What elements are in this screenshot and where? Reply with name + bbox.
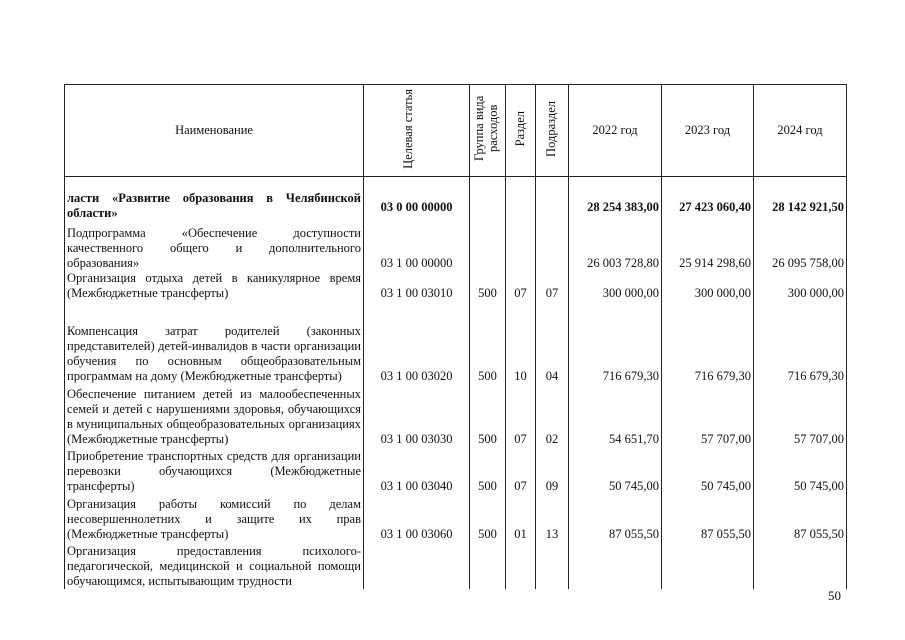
- row-section: 07: [506, 384, 536, 447]
- col-header-2023: 2023 год: [662, 85, 754, 177]
- row-name: ласти «Развитие образования в Челябинской области»: [65, 177, 364, 221]
- row-group: [470, 542, 506, 589]
- row-value-2022: 28 254 383,00: [569, 177, 662, 221]
- row-group: [470, 177, 506, 221]
- row-group: 500: [470, 301, 506, 384]
- col-header-subsection: Подраздел: [536, 85, 569, 177]
- row-name: Организация отдыха детей в каникулярное время (Межбюджетные трансферты): [65, 271, 364, 301]
- row-subsection: 07: [536, 271, 569, 301]
- row-section: 01: [506, 494, 536, 542]
- table-row: [65, 301, 847, 384]
- row-value-2022: 716 679,30: [569, 301, 662, 384]
- row-subsection: 13: [536, 494, 569, 542]
- row-section: [506, 221, 536, 271]
- col-header-section: Раздел: [506, 85, 536, 177]
- row-name: Компенсация затрат родителей (законных представителей) детей-инвалидов в части организации обучения по основным общеобразовательным программам на дому (Межбюджетные трансферты): [65, 301, 364, 384]
- row-value-2022: 50 745,00: [569, 447, 662, 494]
- row-code: 03 1 00 00000: [364, 221, 470, 271]
- row-value-2023: 87 055,50: [662, 494, 754, 542]
- row-value-2023: 25 914 298,60: [662, 221, 754, 271]
- row-value-2022: 300 000,00: [569, 271, 662, 301]
- col-header-name: Наименование: [65, 85, 364, 177]
- row-name: Приобретение транспортных средств для организации перевозки обучающихся (Межбюджетные трансферты): [65, 447, 364, 494]
- row-value-2024: 57 707,00: [754, 384, 847, 447]
- row-value-2023: 27 423 060,40: [662, 177, 754, 221]
- row-code: 03 1 00 03010: [364, 271, 470, 301]
- table-row: [65, 271, 847, 301]
- table-row: [65, 494, 847, 542]
- row-subsection: 04: [536, 301, 569, 384]
- row-value-2023: 57 707,00: [662, 384, 754, 447]
- row-subsection: 09: [536, 447, 569, 494]
- col-header-2024: 2024 год: [754, 85, 847, 177]
- header-row: [65, 85, 847, 177]
- row-value-2024: 50 745,00: [754, 447, 847, 494]
- row-value-2024: [754, 542, 847, 589]
- row-section: [506, 542, 536, 589]
- table-row: [65, 221, 847, 271]
- row-value-2022: 87 055,50: [569, 494, 662, 542]
- row-section: 07: [506, 271, 536, 301]
- row-group: 500: [470, 384, 506, 447]
- col-header-group: Группа вида расходов: [470, 85, 506, 177]
- row-code: [364, 542, 470, 589]
- row-subsection: [536, 221, 569, 271]
- row-value-2022: 26 003 728,80: [569, 221, 662, 271]
- row-value-2022: [569, 542, 662, 589]
- row-name: Организация работы комиссий по делам несовершеннолетних и защите их прав (Межбюджетные трансферты): [65, 494, 364, 542]
- row-section: 10: [506, 301, 536, 384]
- row-group: 500: [470, 494, 506, 542]
- row-subsection: 02: [536, 384, 569, 447]
- row-value-2024: 716 679,30: [754, 301, 847, 384]
- table-row: [65, 542, 847, 589]
- col-header-2022: 2022 год: [569, 85, 662, 177]
- row-name: Подпрограмма «Обеспечение доступности качественного общего и дополнительного образования»: [65, 221, 364, 271]
- row-value-2023: 50 745,00: [662, 447, 754, 494]
- row-group: 500: [470, 447, 506, 494]
- table-row: [65, 177, 847, 221]
- row-value-2023: 716 679,30: [662, 301, 754, 384]
- row-group: [470, 221, 506, 271]
- row-section: [506, 177, 536, 221]
- row-name: Обеспечение питанием детей из малообеспеченных семей и детей с нарушениями здоровья, обучающихся в муниципальных общеобразовательных организациях (Межбюджетные трансферты): [65, 384, 364, 447]
- row-code: 03 1 00 03040: [364, 447, 470, 494]
- row-value-2022: 54 651,70: [569, 384, 662, 447]
- row-subsection: [536, 542, 569, 589]
- col-header-target: Целевая статья: [364, 85, 470, 177]
- row-code: 03 1 00 03020: [364, 301, 470, 384]
- row-name: Организация предоставления психолого-педагогической, медицинской и социальной помощи обучающимся, испытывающим трудности: [65, 542, 364, 589]
- row-value-2023: [662, 542, 754, 589]
- row-section: 07: [506, 447, 536, 494]
- row-subsection: [536, 177, 569, 221]
- row-code: 03 0 00 00000: [364, 177, 470, 221]
- row-value-2024: 26 095 758,00: [754, 221, 847, 271]
- row-value-2024: 300 000,00: [754, 271, 847, 301]
- table-row: [65, 447, 847, 494]
- row-value-2024: 87 055,50: [754, 494, 847, 542]
- row-code: 03 1 00 03030: [364, 384, 470, 447]
- row-group: 500: [470, 271, 506, 301]
- table-row: [65, 384, 847, 447]
- row-code: 03 1 00 03060: [364, 494, 470, 542]
- budget-table: [64, 84, 847, 589]
- row-value-2023: 300 000,00: [662, 271, 754, 301]
- page-number: 50: [828, 588, 841, 603]
- row-value-2024: 28 142 921,50: [754, 177, 847, 221]
